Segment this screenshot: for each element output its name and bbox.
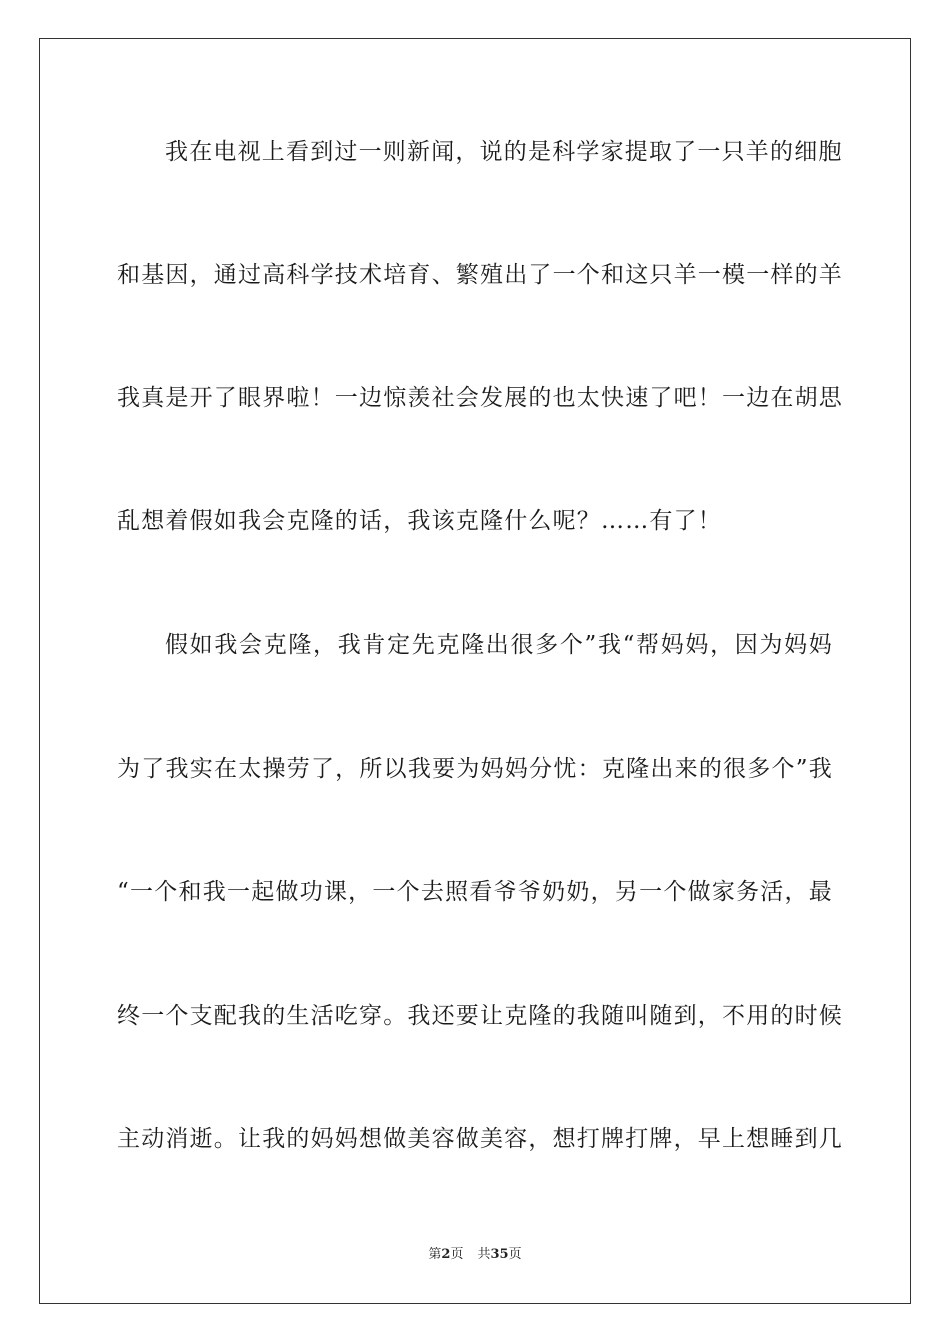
paragraph-1-line-4: 乱想着假如我会克隆的话，我该克隆什么呢？……有了！ — [117, 508, 722, 534]
paragraph-1-line-1: 我在电视上看到过一则新闻，说的是科学家提取了一只羊的细胞 — [165, 139, 843, 165]
paragraph-2-line-4: 终一个支配我的生活吃穿。我还要让克隆的我随叫随到，不用的时候 — [117, 1003, 843, 1029]
page-footer — [0, 1246, 950, 1264]
paragraph-2-line-3: “一个和我一起做功课，一个去照看爷爷奶奶，另一个做家务活，最 — [117, 879, 833, 905]
paragraph-1-line-2: 和基因，通过高科学技术培育、繁殖出了一个和这只羊一模一样的羊 — [117, 262, 843, 288]
page-number: 2 — [441, 1247, 451, 1262]
page-suffix: 页 — [450, 1247, 464, 1262]
page-prefix: 第 — [428, 1247, 442, 1262]
paragraph-2-line-5: 主动消逝。让我的妈妈想做美容做美容，想打牌打牌，早上想睡到几 — [117, 1126, 843, 1152]
paragraph-1-line-3: 我真是开了眼界啦！一边惊羡社会发展的也太快速了吧！一边在胡思 — [117, 385, 843, 411]
paragraph-2-line-2: 为了我实在太操劳了，所以我要为妈妈分忧：克隆出来的很多个”我 — [117, 756, 833, 782]
total-prefix: 共 — [477, 1247, 491, 1262]
total-pages: 35 — [490, 1247, 509, 1262]
page-border — [39, 38, 911, 1304]
paragraph-2-line-1: 假如我会克隆，我肯定先克隆出很多个”我“帮妈妈，因为妈妈 — [165, 632, 833, 658]
total-suffix: 页 — [508, 1247, 522, 1262]
